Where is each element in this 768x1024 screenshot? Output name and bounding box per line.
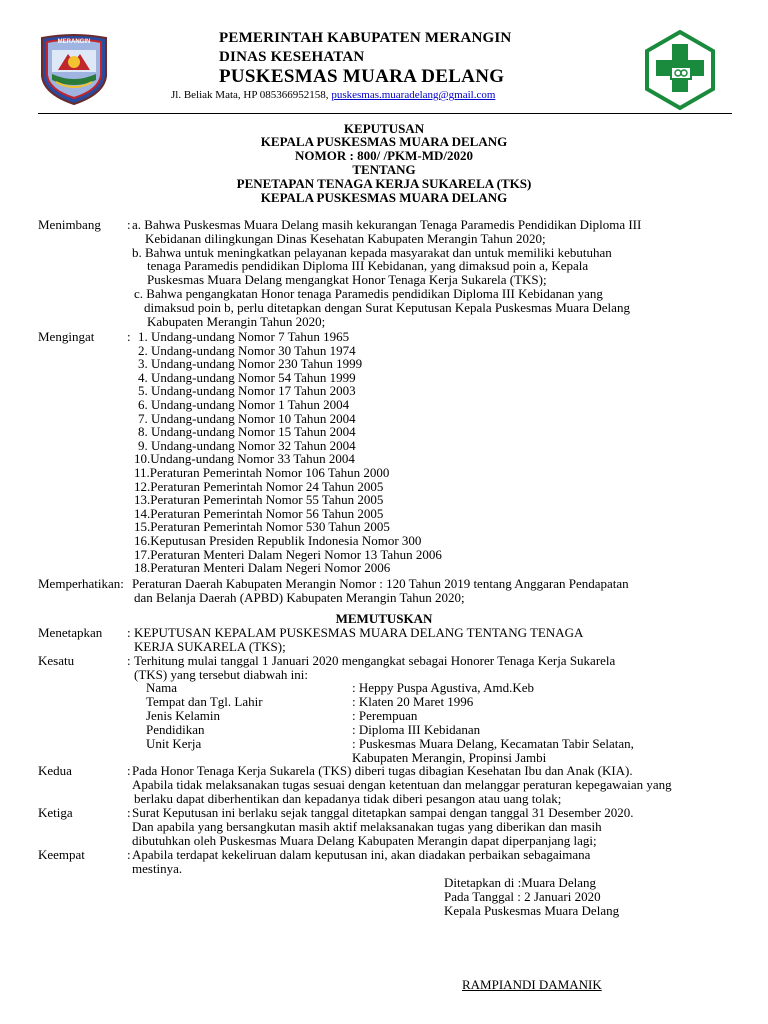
title-kepala-2: KEPALA PUSKESMAS MUARA DELANG	[260, 190, 508, 205]
menetapkan-line: KEPUTUSAN KEPALAM PUSKESMAS MUARA DELANG TENTANG TENAGA	[134, 625, 584, 640]
field-value: : Perempuan	[352, 708, 418, 723]
ketiga-line: Dan apabila yang bersangkutan masih aktif melaksanakan tugas yang diberikan dan masih	[132, 819, 602, 834]
puskesmas-logo	[640, 30, 720, 110]
menetapkan-label: Menetapkan	[38, 625, 103, 640]
field-label: Tempat dan Tgl. Lahir	[146, 694, 263, 709]
mengingat-item: 2. Undang-undang Nomor 30 Tahun 1974	[138, 342, 356, 358]
ketiga-colon: :	[127, 805, 131, 820]
mengingat-item: 7. Undang-undang Nomor 10 Tahun 2004	[138, 410, 356, 426]
mengingat-colon: :	[127, 329, 131, 344]
signature-title: Kepala Puskesmas Muara Delang	[444, 903, 620, 918]
menetapkan-colon: :	[127, 625, 131, 640]
header-department: DINAS KESEHATAN	[219, 49, 365, 65]
menimbang-line: c. Bahwa pengangkatan Honor tenaga Paramedis pendidikan Diploma III Kebidanan yang	[134, 286, 603, 301]
email-link[interactable]: puskesmas.muaradelang@gmail.com	[331, 89, 496, 101]
mengingat-item: 15.Peraturan Pemerintah Nomor 530 Tahun 2005	[134, 519, 390, 535]
header-puskesmas: PUSKESMAS MUARA DELANG	[219, 66, 505, 87]
signatory-name: RAMPIANDI DAMANIK	[462, 977, 602, 992]
field-label: Unit Kerja	[146, 736, 202, 751]
memperhatikan-line: Peraturan Daerah Kabupaten Merangin Nomor : 120 Tahun 2019 tentang Anggaran Pendapatan	[132, 576, 629, 591]
address-text: Jl. Beliak Mata, HP 085366952158,	[171, 89, 332, 101]
signature-date: Pada Tanggal : 2 Januari 2020	[444, 889, 601, 904]
header-rule	[38, 113, 732, 114]
mengingat-item: 11.Peraturan Pemerintah Nomor 106 Tahun 2000	[134, 465, 390, 480]
title-kepala: KEPALA PUSKESMAS MUARA DELANG	[260, 134, 508, 149]
mengingat-item: 12.Peraturan Pemerintah Nomor 24 Tahun 2005	[134, 478, 384, 494]
memutuskan-heading: MEMUTUSKAN	[335, 611, 433, 626]
mengingat-item: 18.Peraturan Menteri Dalam Negeri Nomor 2006	[134, 560, 391, 576]
menetapkan-line: KERJA SUKARELA (TKS);	[134, 639, 286, 654]
kedua-label: Kedua	[38, 763, 72, 778]
header-address	[171, 89, 495, 101]
ketiga-label: Ketiga	[38, 805, 73, 820]
signature-place: Ditetapkan di :Muara Delang	[444, 875, 596, 890]
keempat-line: mestinya.	[132, 861, 183, 876]
logo-caption: MERANGIN	[57, 39, 91, 45]
menimbang-line: Kabupaten Merangin Tahun 2020;	[147, 314, 326, 329]
mengingat-item: 13.Peraturan Pemerintah Nomor 55 Tahun 2005	[134, 492, 384, 508]
field-label: Nama	[146, 680, 178, 695]
title-tentang: TENTANG	[352, 162, 416, 177]
memperhatikan-label: Memperhatikan:	[38, 576, 124, 591]
merangin-regency-logo	[38, 32, 110, 106]
kedua-colon: :	[127, 763, 131, 778]
field-value: : Puskesmas Muara Delang, Kecamatan Tabir Selatan,	[352, 736, 634, 751]
kesatu-line: (TKS) yang tersebut diabwah ini:	[134, 667, 309, 682]
mengingat-item: 3. Undang-undang Nomor 230 Tahun 1999	[138, 356, 363, 372]
title-nomor: NOMOR : 800/ /PKM-MD/2020	[295, 148, 473, 163]
field-label: Pendidikan	[146, 722, 205, 737]
field-value: Kabupaten Merangin, Propinsi Jambi	[352, 750, 547, 765]
mengingat-item: 5. Undang-undang Nomor 17 Tahun 2003	[138, 383, 356, 399]
mengingat-item: 4. Undang-undang Nomor 54 Tahun 1999	[138, 369, 356, 385]
mengingat-item: 1. Undang-undang Nomor 7 Tahun 1965	[138, 329, 350, 344]
field-value: : Klaten 20 Maret 1996	[352, 694, 474, 709]
ketiga-line: dibutuhkan oleh Puskesmas Muara Delang Kabupaten Merangin dapat diperpanjang lagi;	[132, 833, 597, 848]
menimbang-label: Menimbang	[38, 217, 101, 232]
field-value: : Diploma III Kebidanan	[352, 722, 481, 737]
mengingat-item: 9. Undang-undang Nomor 32 Tahun 2004	[138, 437, 356, 453]
kedua-line: berlaku dapat diberhentikan dan kepadanya tidak diberi pesangon atau uang tolak;	[134, 791, 562, 806]
title-keputusan: KEPUTUSAN	[343, 121, 425, 136]
menimbang-colon: :	[127, 217, 131, 232]
keempat-line: Apabila terdapat kekeliruan dalam keputusan ini, akan diadakan perbaikan sebagaimana	[132, 847, 591, 862]
field-value: : Heppy Puspa Agustiva, Amd.Keb	[352, 680, 534, 695]
kesatu-label: Kesatu	[38, 653, 75, 668]
kesatu-line: Terhitung mulai tanggal 1 Januari 2020 mengangkat sebagai Honorer Tenaga Kerja Sukarela	[134, 653, 616, 668]
mengingat-item: 6. Undang-undang Nomor 1 Tahun 2004	[138, 397, 350, 412]
menimbang-line: b. Bahwa untuk meningkatkan pelayanan kepada masyarakat dan untuk memiliki kebutuhan	[132, 245, 612, 260]
field-label: Jenis Kelamin	[146, 708, 221, 723]
header-government: PEMERINTAH KABUPATEN MERANGIN	[219, 30, 512, 46]
menimbang-line: dimaksud poin b, perlu ditetapkan dengan Surat Keputusan Kepala Puskesmas Muara Delang	[144, 300, 630, 315]
mengingat-item: 17.Peraturan Menteri Dalam Negeri Nomor 13 Tahun 2006	[134, 546, 442, 562]
kedua-line: Pada Honor Tenaga Kerja Sukarela (TKS) diberi tugas dibagian Kesehatan Ibu dan Anak (KIA).	[132, 763, 633, 778]
title-penetapan: PENETAPAN TENAGA KERJA SUKARELA (TKS)	[236, 176, 532, 191]
memperhatikan-line: dan Belanja Daerah (APBD) Kabupaten Merangin Tahun 2020;	[134, 590, 465, 605]
menimbang-line: a. Bahwa Puskesmas Muara Delang masih kekurangan Tenaga Paramedis Pendidikan Diploma III	[132, 217, 642, 232]
menimbang-line: Puskesmas Muara Delang mengangkat Honor Tenaga Kerja Sukarela (TKS);	[147, 272, 547, 287]
mengingat-item: 16.Keputusan Presiden Republik Indonesia Nomor 300	[134, 533, 422, 548]
menimbang-line: tenaga Paramedis pendidikan Diploma III Kebidanan, yang dimaksud poin a, Kepala	[147, 258, 589, 273]
mengingat-item: 8. Undang-undang Nomor 15 Tahun 2004	[138, 424, 356, 440]
menimbang-line: Kebidanan dilingkungan Dinas Kesehatan Kabupaten Merangin Tahun 2020;	[145, 231, 546, 246]
kesatu-colon: :	[127, 653, 131, 668]
kedua-line: Apabila tidak melaksanakan tugas sesuai dengan ketentuan dan melanggar peraturan kepegawaian yang	[132, 777, 672, 792]
mengingat-item: 14.Peraturan Pemerintah Nomor 56 Tahun 2005	[134, 505, 384, 521]
mengingat-label: Mengingat	[38, 329, 95, 344]
keempat-colon: :	[127, 847, 131, 862]
ketiga-line: Surat Keputusan ini berlaku sejak tanggal ditetapkan sampai dengan tanggal 31 Desember 2020.	[132, 805, 634, 820]
mengingat-item: 10.Undang-undang Nomor 33 Tahun 2004	[134, 451, 355, 467]
keempat-label: Keempat	[38, 847, 85, 862]
